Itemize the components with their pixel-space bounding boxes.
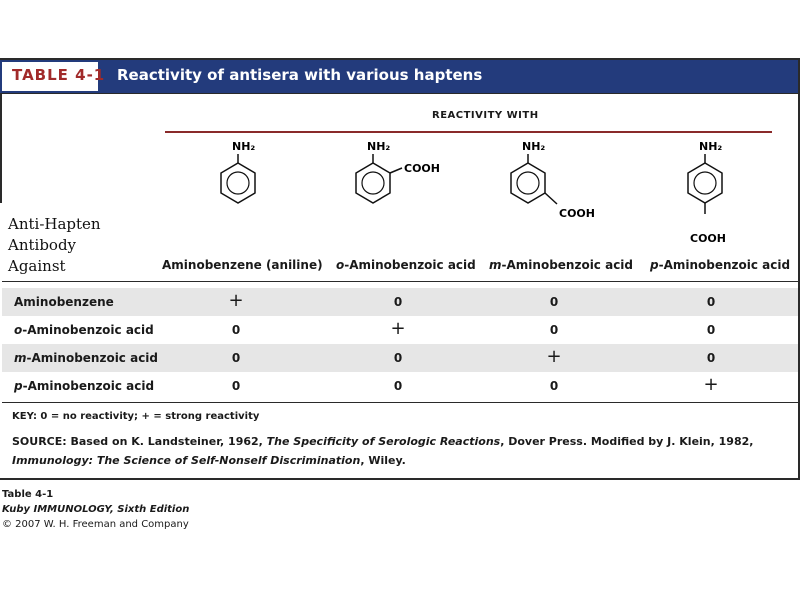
row-axis-label-line: Anti-Hapten [8,215,101,233]
nh2-label: NH₂ [232,140,256,153]
table-row [2,288,798,316]
caption-book-title: Kuby IMMUNOLOGY, Sixth Edition [2,504,190,515]
table-cell: 0 [706,295,716,309]
column-header-meta: m-Aminobenzoic acid [489,258,634,272]
cooh-label: COOH [690,232,726,245]
table-row [2,316,798,344]
table-cell: 0 [231,379,241,393]
table-cell: 0 [231,323,241,337]
footer-divider [2,402,798,403]
header-divider [2,281,798,282]
table-cell: 0 [393,351,403,365]
table-cell: + [546,346,562,367]
table-row [2,344,798,372]
table-row [2,372,798,400]
caption-table-number: Table 4-1 [2,489,54,500]
table-cell: 0 [549,295,559,309]
cooh-label: COOH [404,162,440,175]
title-divider [0,93,798,94]
row-label: p-Aminobenzoic acid [14,379,155,393]
row-axis-label-line: Against [8,257,66,275]
table-key: KEY: 0 = no reactivity; + = strong reactivity [12,411,260,422]
aniline-structure [205,136,285,216]
row-axis-label-line: Antibody [8,236,77,254]
table-cell: 0 [231,351,241,365]
meta-aminobenzoic-structure [495,136,615,226]
table-title: Reactivity of antisera with various haptens [117,66,483,84]
table-cell: 0 [393,379,403,393]
table-source: SOURCE: Based on K. Landsteiner, 1962, The Specificity of Serologic Reactions, Dover Press. Modified by J. Klein, 1982, Immunology: The Science of Self-Nonself Discrimination, Wiley. [12,435,754,467]
row-axis-label [8,214,101,277]
table-cell: 0 [549,379,559,393]
left-border-segment [0,93,2,203]
table-cell: 0 [706,323,716,337]
reactivity-header: REACTIVITY WITH [432,110,539,121]
nh2-label: NH₂ [367,140,391,153]
para-aminobenzoic-structure [672,136,752,246]
row-label: Aminobenzene [14,295,114,309]
table-cell: 0 [549,323,559,337]
table-cell: + [703,374,719,395]
table-cell: 0 [706,351,716,365]
column-header-para: p-Aminobenzoic acid [650,258,791,272]
figure-caption [2,487,189,532]
column-header-ortho: o-Aminobenzoic acid [336,258,476,272]
row-label: m-Aminobenzoic acid [14,351,159,365]
row-label: o-Aminobenzoic acid [14,323,154,337]
column-header-aniline: Aminobenzene (aniline) [162,258,323,272]
nh2-label: NH₂ [522,140,546,153]
nh2-label: NH₂ [699,140,723,153]
header-rule [165,131,772,133]
ortho-aminobenzoic-structure [340,136,460,216]
cooh-label: COOH [559,207,595,220]
table-cell: + [228,290,244,311]
table-cell: 0 [393,295,403,309]
caption-copyright: © 2007 W. H. Freeman and Company [2,519,189,530]
table-cell: + [390,318,406,339]
table-tag: TABLE 4-1 [12,66,106,84]
